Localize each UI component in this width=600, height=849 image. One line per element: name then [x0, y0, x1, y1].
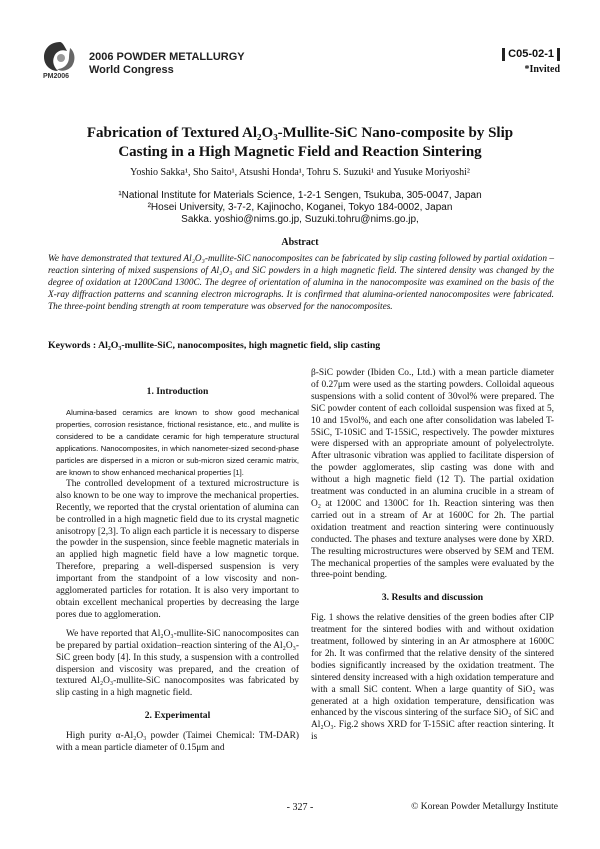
left-column — [56, 372, 299, 755]
title-line-1: Fabrication of Textured Al₂O₃-Mullite-SiC Nano-composite by Slip — [86, 125, 514, 141]
affiliation-1: ¹National Institute for Materials Science, 1-2-1 Sengen, Tsukuba, 305-0047, Japan — [118, 190, 482, 201]
results-heading: 3. Results and discussion — [381, 592, 484, 604]
intro-paragraph-2: The controlled development of a textured microstructure is also known to be one way to improve the mechanical properties. Recently, we reported that the crystal orientation of alumina can be controlled in a high magnetic field due to its crystal magnetic anisotropy [2,3]. To align each particle it is necessary to disperse the powder in the suspension, since feeble magnetic materials in an applied high magnetic field have a low magnetic torque. Therefore, preparing a well-dispersed suspension is very important from the standpoint of a low viscosity and non-agglomerated particles for rotation. It is also very important to obtain excellent mechanical properties by decreasing the large pores due to agglomeration. — [56, 478, 299, 620]
intro-paragraph-3: We have reported that Al₂O₃-mullite-SiC nanocomposites can be prepared by partial oxidation–reaction sintering of the Al₂O₃-SiC green body [4]. In this study, a suspension with a controlled dispersion and viscosity was prepared, and the creation of textured Al₂O₃-mullite-SiC nanocomposites was fabricated by slip casting in a high magnetic field. — [56, 628, 299, 699]
page-number: - 327 - — [286, 802, 314, 813]
affiliations — [60, 190, 540, 226]
keywords: Keywords : Al₂O₃-mullite-SiC, nanocomposites, high magnetic field, slip casting — [48, 340, 381, 351]
experimental-paragraph-continued: β-SiC powder (Ibiden Co., Ltd.) with a mean particle diameter of 0.27μm were used as the starting powders. Colloidal aqueous suspensions with a solid content of 30vol% were prepared. The SiC powder content of each colloidal suspension was fixed at 5, 10 and 15vol%, and each one after consolidation was labeled T-5SiC, T-10SiC and T-15SiC, respectively. The powder mixtures were dispersed with an appropriate amount of polyelectrolyte. After ultrasonic vibration was applied to facilitate dispersion of the powder agglomerates, slip casting was done with and without a high magnetic field (12 T). The partial oxidation treatment was conducted in an alumina crucible in a stream of O₂ at 1200C and 1300C for 1h. Reaction sintering was then carried out in a stream of Ar at 1600C for 2h. The partial oxidation treatment and reaction sintering were continuously conducted. The phases and texture analyses were done by XRD. The resulting microstructures were observed by SEM and TEM. The mechanical properties of the samples were evaluated by the three-point bending. — [311, 368, 554, 581]
conference-name — [89, 51, 245, 77]
abstract-text: We have demonstrated that textured Al₂O₃-mullite-SiC nanocomposites can be fabricated by slip casting followed by partial oxidation – reaction sintering of mixed suspensions of Al₂O₃ and SiC powders in a high magnetic field. The sintered density was changed by the degree of oxidation at 1200Cand 1300C. The degree of orientation of alumina in the nanocomposite was examined on the basis of the X-ray diffraction patterns and scanning electron micrographs. It is confirmed that alumina-oriented nanocomposites were fabricated. The three-point bending strength at room temperature was observed for the nanocomposites. — [48, 254, 554, 312]
paper-code: C05-02-1 — [502, 48, 560, 61]
contact-emails: Sakka. yoshio@nims.go.jp, Suzuki.tohru@nims.go.jp, — [181, 214, 419, 225]
title-line-2: Casting in a High Magnetic Field and Reaction Sintering — [118, 144, 482, 160]
invited-label: *Invited — [524, 64, 560, 75]
authors: Yoshio Sakka¹, Sho Saito¹, Atsushi Honda¹, Tohru S. Suzuki¹ and Yusuke Moriyoshi² — [130, 167, 470, 178]
introduction-heading: 1. Introduction — [146, 386, 209, 397]
pm2006-logo — [40, 40, 80, 86]
copyright: © Korean Powder Metallurgy Institute — [411, 802, 558, 812]
conference-line-1: 2006 POWDER METALLURGY — [89, 51, 245, 63]
paper-code-box — [486, 44, 560, 75]
logo-text: PM2006 — [43, 73, 70, 80]
right-column — [311, 368, 554, 744]
experimental-heading: 2. Experimental — [144, 710, 211, 722]
intro-paragraph-1: Alumina-based ceramics are known to show good mechanical properties, corrosion resistance, frictional resistance, etc., and mullite is considered to be a candidate ceramic for high temperature structural applications. Nanocomposites, in which nanometer-sized second-phase particles are dispersed in a micron or sub-micron sized ceramic matrix, are known to show enhanced mechanical properties [1]. — [56, 407, 299, 477]
affiliation-2: ²Hosei University, 3-7-2, Kajinocho, Koganei, Tokyo 184-0002, Japan — [147, 202, 453, 213]
results-paragraph-1: Fig. 1 shows the relative densities of the green bodies after CIP treatment for the sintered bodies with and without oxidation treatment, followed by sintering in an Ar atmosphere at 1600C for 2h. It was confirmed that the relative density of the sintered bodies significantly increased by the oxidation treatment. The sintered density increased with a high oxidation temperature and with a small SiC content. When a large quantity of SiO₂ was generated at a high oxidation temperature, densification was enhanced by the viscous sintering of the surface SiO₂ of SiC and Al₂O₃. Fig.2 shows XRD for T-15SiC after reaction sintering. It is — [311, 613, 554, 743]
abstract-heading: Abstract — [281, 237, 319, 248]
conference-line-2: World Congress — [89, 64, 174, 76]
experimental-paragraph-start: High purity α-Al₂O₃ powder (Taimei Chemical: TM-DAR) with a mean particle diameter of 0.15μm and — [56, 731, 299, 754]
paper-title — [60, 124, 540, 162]
